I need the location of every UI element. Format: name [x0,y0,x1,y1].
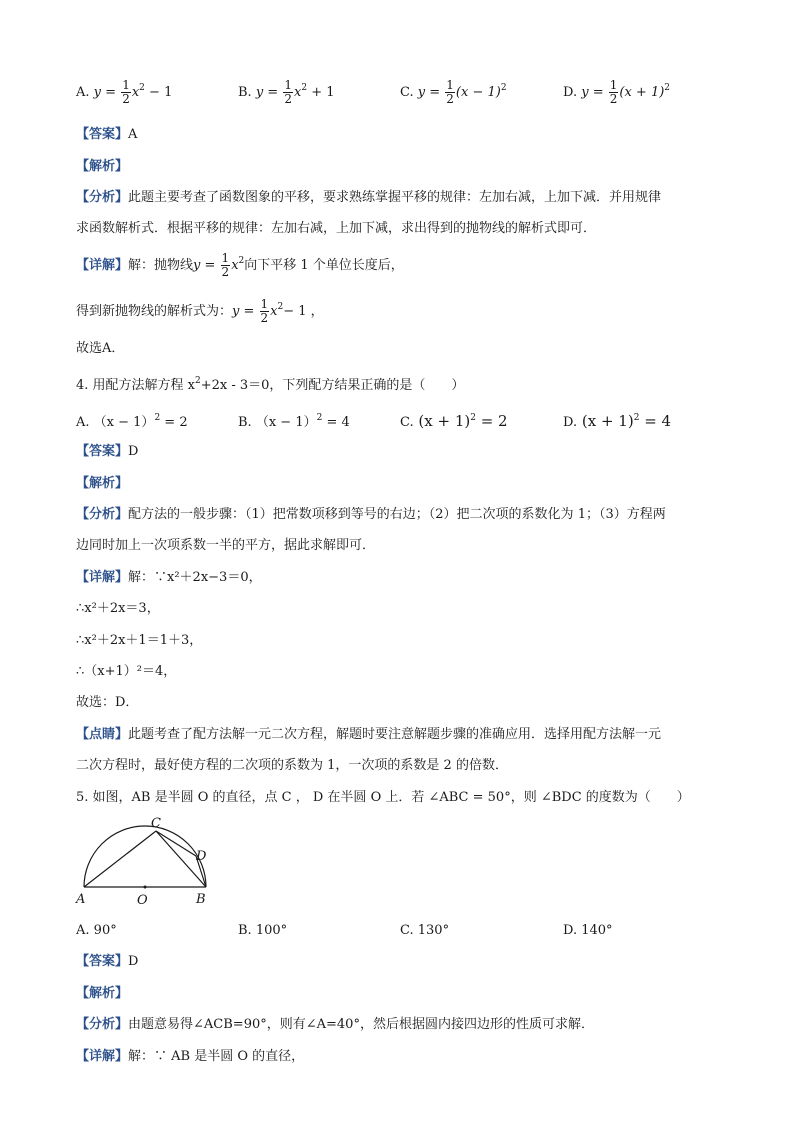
option-lhs: y = [93,85,117,100]
q4-dianjing-line1: 【点睛】此题考查了配方法解一元二次方程，解题时要注意解题步骤的准确应用．选择用配方法解一元 [76,727,662,742]
q4-step2: ∴x²＋2x＝3， [76,601,160,616]
q3-answer: 【答案】A [76,127,138,142]
q5-fenxi-line1: 【分析】由题意易得∠ACB=90°，则有∠A=40°，然后根据圆内接四边形的性质可求解． [76,1017,594,1032]
q5-analysis-heading: 【解析】 [76,986,129,1001]
q3-fenxi-line2: 求函数解析式．根据平移的规律：左加右减，上加下减，求出得到的抛物线的解析式即可． [76,221,597,236]
option-lhs: y = [417,85,441,100]
chord-ac [84,831,156,887]
option-lhs: y = [255,85,279,100]
q3-option-c: C. y = $\frac{1}{2}$ $(x - 1)^2$ [400,78,507,106]
q3-option-a: A. y = $\frac{1}{2}$ $x^2 - 1$ [76,78,173,106]
q3-option-b: B. y = $\frac{1}{2}$ $x^2 + 1$ [238,78,335,106]
fraction: $\frac{1}{2}$ [221,251,230,279]
q5-answer: 【答案】D [76,954,139,969]
q4-conclusion: 故选：D． [76,695,139,710]
q4-stem: 4. 用配方法解方程 $x^2+2x - 3=0$，下列配方结果正确的是（ ） [76,376,465,393]
q4-option-b: B. $(x - 1)^2 = 4$ [238,413,350,430]
label-c: C [151,816,161,831]
fraction: $\frac{1}{2}$ [284,78,292,106]
q4-dianjing-line2: 二次方程时，最好使方程的二次项的系数为 1，一次项的系数是 2 的倍数． [76,758,508,773]
option-lhs: y = [581,85,604,100]
semicircle-figure [70,815,220,910]
q4-xiangjie-step1: 【详解】解：∵x²＋2x−3＝0， [76,570,262,585]
q4-option-c: C. $(x + 1)^2 = 2$ [400,412,508,430]
q4-step3: ∴x²＋2x＋1＝1＋3， [76,633,203,648]
option-letter: A. [76,85,90,100]
option-letter: D. [563,85,578,100]
q5-stem: 5. 如图，AB 是半圆 O 的直径，点 C ， D 在半圆 O 上．若 ∠ABC = 50°，则 ∠BDC 的度数为（ ） [76,790,690,805]
q5-option-b: B. 100° [238,923,288,938]
fraction: $\frac{1}{2}$ [260,297,269,325]
option-letter: C. [400,85,414,100]
q4-fenxi-line2: 边同时加上一次项系数一半的平方，据此求解即可． [76,538,376,553]
label-a: A [76,892,86,907]
q5-option-a: A. 90° [76,923,117,938]
q4-step4: ∴（x+1）²＝4， [76,664,177,679]
q3-xiangjie-line2: 得到新抛物线的解析式为：y = $\frac{1}{2}$ $x^2- 1$ ， [76,297,324,325]
q4-fenxi-line1: 【分析】配方法的一般步骤：（1）把常数项移到等号的右边；（2）把二次项的系数化为 1；（3）方程两 [76,507,666,522]
semicircle-arc [84,826,206,887]
label-b: B [196,892,206,907]
q3-fenxi-line1: 【分析】此题主要考查了函数图象的平移，要求熟练掌握平移的规律：左加右减，上加下减．并用规律 [76,190,662,205]
q4-option-d: D. $(x + 1)^2 = 4$ [563,412,672,430]
q5-option-d: D. 140° [563,923,613,938]
q4-option-a: A. $(x - 1)^2 = 2$ [76,413,188,430]
q3-option-d: D. y = $\frac{1}{2}$ $(x + 1)^2$ [563,78,671,106]
fraction: $\frac{1}{2}$ [446,78,454,106]
q5-xiangjie-line1: 【详解】解：∵ AB 是半圆 O 的直径， [76,1049,305,1064]
q3-analysis-heading: 【解析】 [76,159,129,174]
fraction: $\frac{1}{2}$ [609,78,618,106]
q3-conclusion: 故选A． [76,341,125,356]
fraction: $\frac{1}{2}$ [122,78,130,106]
label-o: O [137,893,148,908]
q3-xiangjie-line1: 【详解】解：抛物线y = $\frac{1}{2}$ $x^2$向下平移 1 个单位长度后， [76,251,404,279]
center-point [144,886,147,889]
label-d: D [196,849,207,864]
q4-answer: 【答案】D [76,444,139,459]
option-letter: B. [238,85,252,100]
q5-option-c: C. 130° [400,923,450,938]
q4-analysis-heading: 【解析】 [76,476,129,491]
